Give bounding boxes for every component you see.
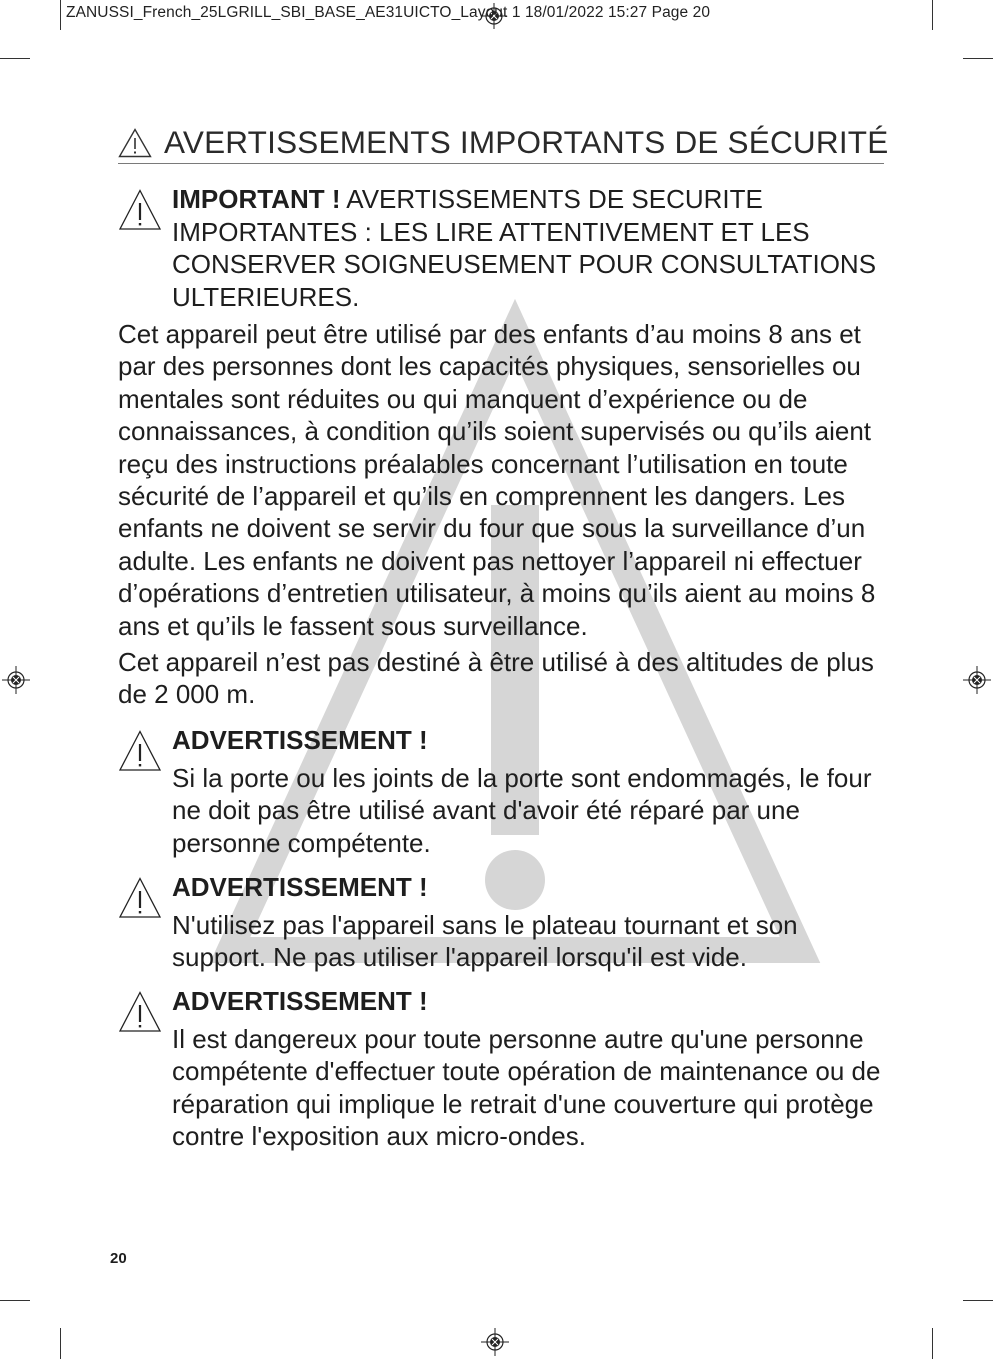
warning-icon [118,991,162,1033]
important-text [172,183,888,313]
warning-title: ADVERTISSEMENT ! [172,872,428,902]
warning-title: ADVERTISSEMENT ! [172,725,428,755]
print-slug: ZANUSSI_French_25LGRILL_SBI_BASE_AE31UICTO_Layout 1 18/01/2022 15:27 Page 20 [66,4,711,21]
warning-text: N'utilisez pas l'appareil sans le plateau tournant et son support. Ne pas utiliser l'appareil lorsqu'il est vide. [172,909,798,972]
page-title-text: AVERTISSEMENTS IMPORTANTS DE SÉCURITÉ [164,124,889,160]
important-body: AVERTISSEMENTS DE SECURITE IMPORTANTES : LES LIRE ATTENTIVEMENT ET LES CONSERVER SOIGNEUSEMENT POUR CONSULTATIONS ULTERIEURES. [172,184,877,312]
warning-title: ADVERTISSEMENT ! [172,986,428,1016]
warning-block [118,724,888,859]
warning-text: Si la porte ou les joints de la porte sont endommagés, le four ne doit pas être utilisé avant d'avoir été réparé par une personne compétente. [172,762,872,858]
warning-icon [118,128,152,158]
warning-text: Il est dangereux pour toute personne autre qu'une personne compétente d'effectuer toute opération de maintenance ou de réparation qui implique le retrait d'une couverture qui protège contre l'exposition aux micro-ondes. [172,1023,881,1151]
warning-icon [118,189,162,231]
important-label: IMPORTANT ! [172,184,341,214]
warning-icon [118,730,162,772]
body-paragraph: Cet appareil n’est pas destiné à être utilisé à des altitudes de plus de 2 000 m. [118,647,874,710]
warning-block [118,871,888,974]
important-notice [118,183,888,313]
body-paragraph: Cet appareil peut être utilisé par des enfants d’au moins 8 ans et par des personnes dont les capacités physiques, sensorielles ou mentales sont réduites ou qui manquent d’expérience ou de connaissances, à condition qu’ils soient supervisés ou qu’ils aient reçu des instructions préalables concernant l’utilisation en toute sécurité de l’appareil et qu’ils en comprennent les dangers. Les enfants ne doivent se servir du four que sous la surveillance d’un adulte. Les enfants ne doivent pas nettoyer l’appareil ni effectuer d’opérations d’entretien utilisateur, à moins qu’ils aient au moins 8 ans et qu’ils le fassent sous surveillance. [118,319,876,641]
warning-block [118,985,888,1153]
page-number: 20 [110,1250,127,1267]
page-title [118,124,889,164]
warning-icon [118,877,162,919]
